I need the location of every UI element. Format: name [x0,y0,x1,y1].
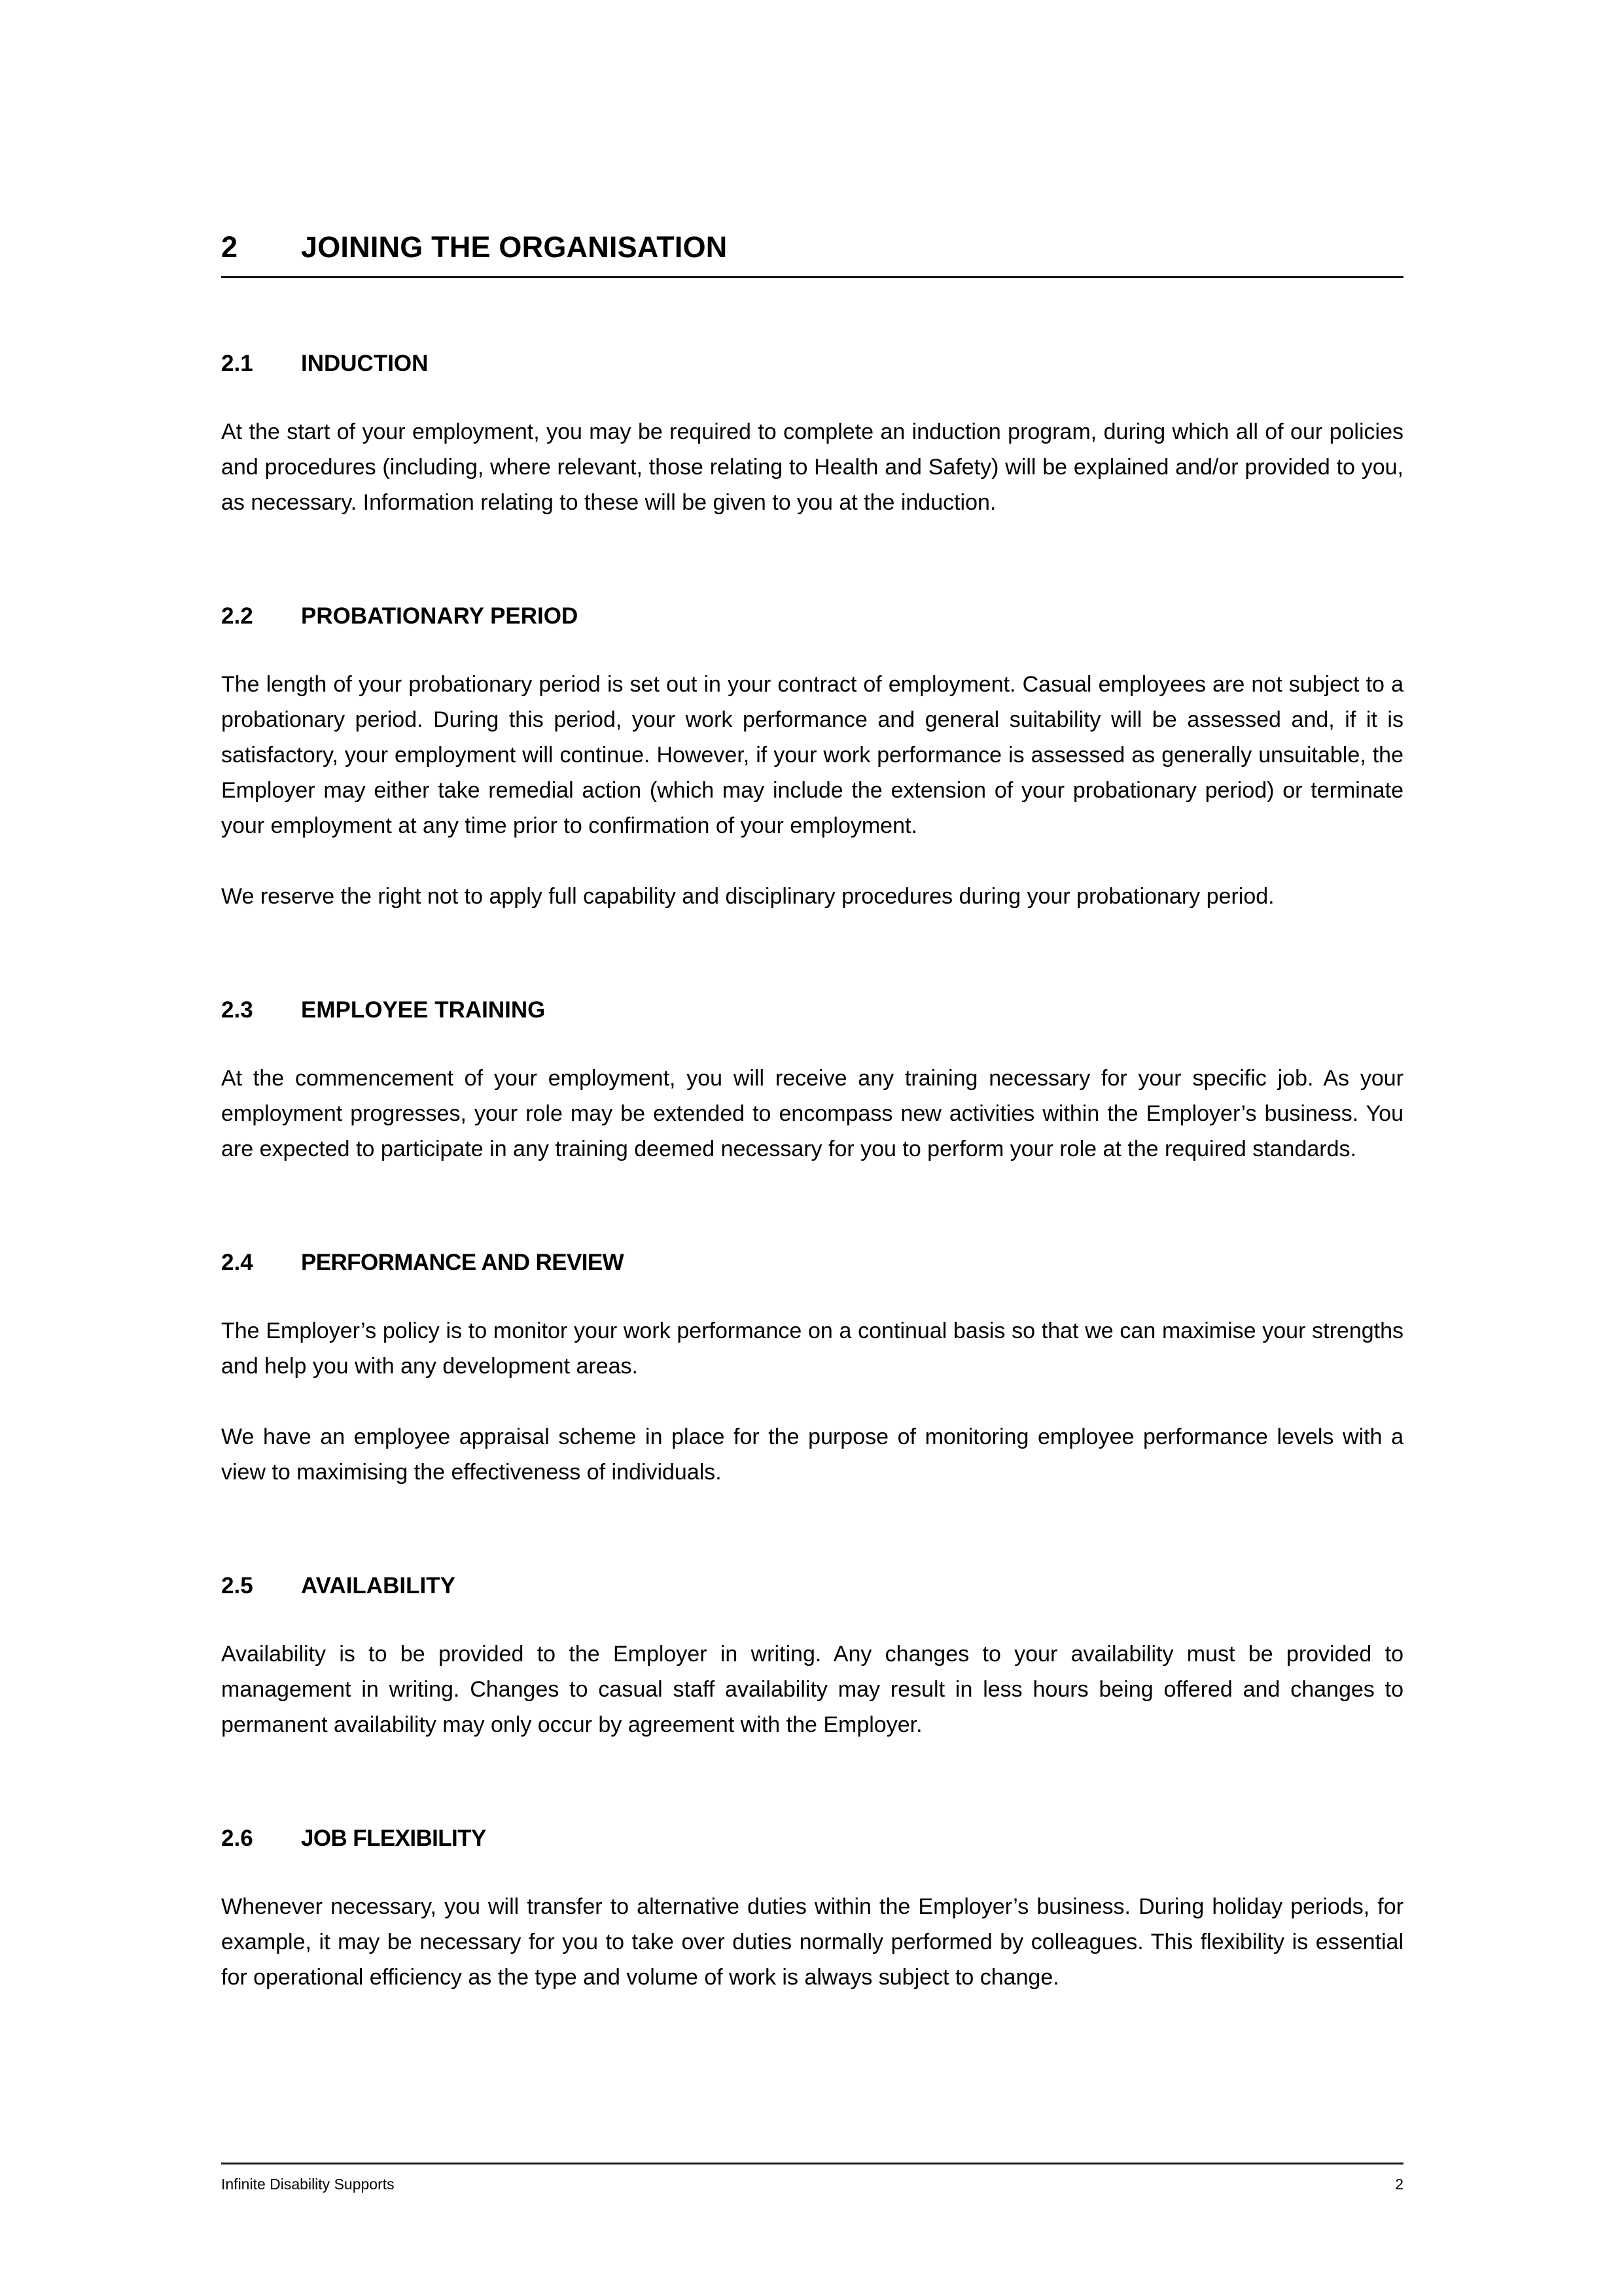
footer-row [221,2176,1403,2193]
footer-divider [221,2163,1403,2164]
section-title-2-2: PROBATIONARY PERIOD [301,603,578,629]
section-title-2-1: INDUCTION [301,351,429,376]
paragraph-2-2-2: We reserve the right not to apply full capability and disciplinary procedures during your probationary period. [221,884,1275,909]
paragraph-2-3-1: At the commencement of your employment, you will receive any training necessary for your specific job. As your employment progresses, your role may be extended to encompass new activities within the Employer’s business. You are expected to participate in any training deemed necessary for you to perform your role at the required standards. [221,1066,1403,1161]
paragraph-2-2-1: The length of your probationary period is set out in your contract of employment. Casual employees are not subject to a probationary period. During this period, your work performance and general suitability will be assessed and, if it is satisfactory, your employment will continue. However, if your work performance is assessed as generally unsuitable, the Employer may either take remedial action (which may include the extension of your probationary period) or terminate your employment at any time prior to confirmation of your employment. [221,672,1403,838]
chapter-divider [221,276,1403,278]
section-heading-2-1 [221,352,1403,375]
chapter-number: 2 [221,230,238,264]
footer-organisation: Infinite Disability Supports [221,2176,395,2193]
footer-page-number: 2 [1395,2176,1403,2193]
section-heading-2-3 [221,998,1403,1021]
section-title-2-6: JOB FLEXIBILITY [301,1826,486,1851]
section-title-2-3: EMPLOYEE TRAINING [301,997,546,1023]
section-number-2-6: 2.6 [221,1826,253,1851]
section-number-2-5: 2.5 [221,1573,253,1598]
section-heading-2-2 [221,605,1403,627]
section-title-2-5: AVAILABILITY [301,1573,455,1598]
page-footer [221,2163,1403,2193]
paragraph-2-4-2: We have an employee appraisal scheme in place for the purpose of monitoring employee performance levels with a view to maximising the effectiveness of individuals. [221,1424,1403,1485]
section-number-2-1: 2.1 [221,351,253,376]
section-number-2-2: 2.2 [221,603,253,629]
section-number-2-4: 2.4 [221,1250,253,1275]
paragraph-2-6-1: Whenever necessary, you will transfer to alternative duties within the Employer’s business. During holiday periods, for example, it may be necessary for you to take over duties normally performed by colleagues. This flexibility is essential for operational efficiency as the type and volume of work is always subject to change. [221,1894,1403,1990]
page-content [221,0,1403,1995]
section-heading-2-4 [221,1251,1403,1274]
section-heading-2-5 [221,1574,1403,1597]
paragraph-2-4-1: The Employer’s policy is to monitor your work performance on a continual basis so that we can maximise your strengths and help you with any development areas. [221,1318,1403,1379]
chapter-title: JOINING THE ORGANISATION [301,230,728,264]
chapter-heading [221,232,1403,262]
paragraph-2-1-1: At the start of your employment, you may be required to complete an induction program, during which all of our policies and procedures (including, where relevant, those relating to Health and Safety) will be explained and/or provided to you, as necessary. Information relating to these will be given to you at the induction. [221,419,1403,515]
section-number-2-3: 2.3 [221,997,253,1023]
section-title-2-4: PERFORMANCE AND REVIEW [301,1250,624,1275]
paragraph-2-5-1: Availability is to be provided to the Employer in writing. Any changes to your availability must be provided to management in writing. Changes to casual staff availability may result in less hours being offered and changes to permanent availability may only occur by agreement with the Employer. [221,1642,1403,1737]
section-heading-2-6 [221,1827,1403,1850]
